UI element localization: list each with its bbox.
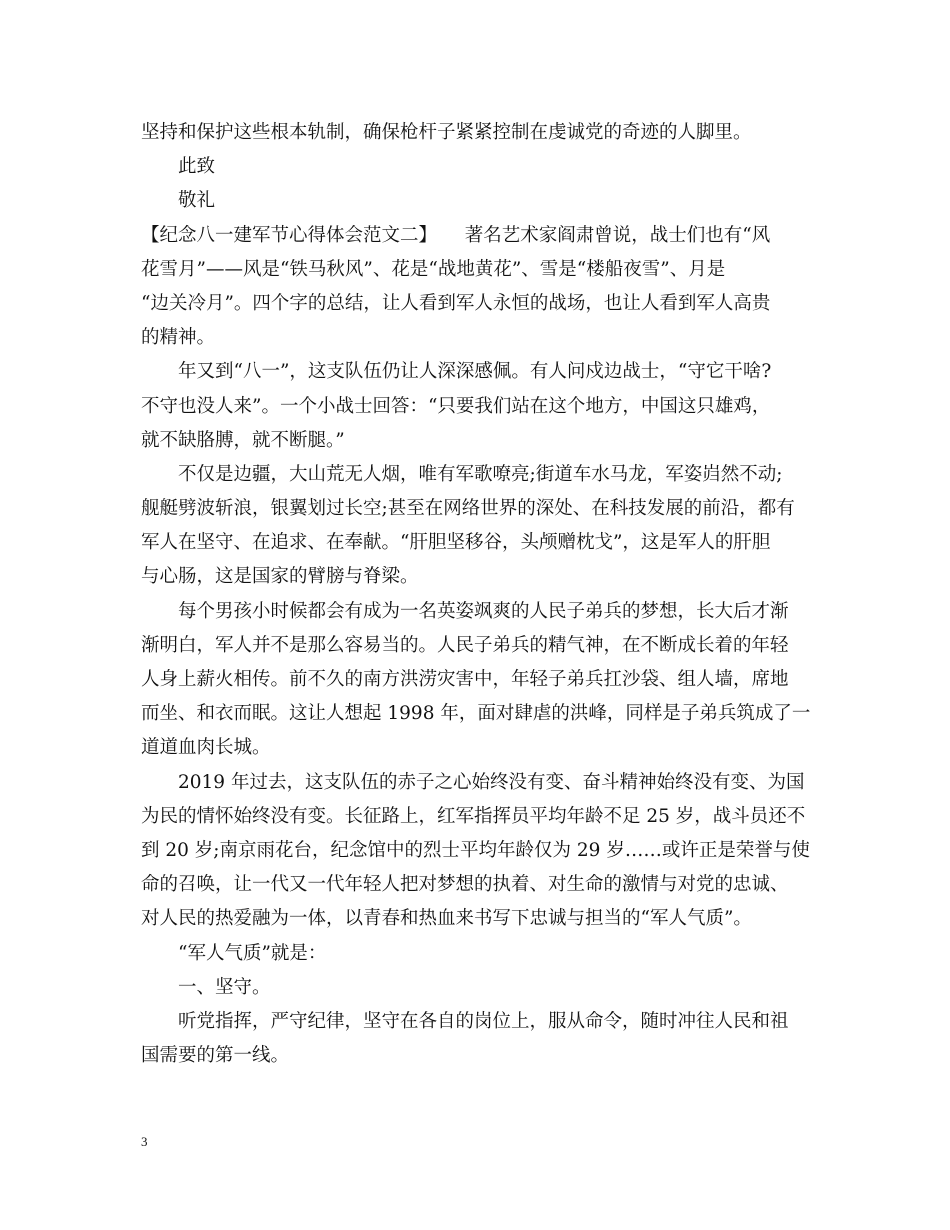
paragraph-start-line: 2019 年过去，这支队伍的赤子之心始终没有变、奋斗精神始终没有变、为国 <box>178 771 805 793</box>
text-line: “边关冷月”。四个字的总结，让人看到军人永恒的战场，也让人看到军人高贵 <box>141 292 771 314</box>
closing-salutation: 此致 <box>178 156 216 178</box>
section-heading-line: 【纪念八一建军节心得体会范文二】 著名艺术家阎肃曾说，战士们也有“风 <box>141 224 771 246</box>
text-line: 舰艇劈波斩浪，银翼划过长空;甚至在网络世界的深处、在科技发展的前沿，都有 <box>141 498 795 520</box>
page-number: 3 <box>141 1134 148 1149</box>
paragraph-start-line: 每个男孩小时候都会有成为一名英姿飒爽的人民子弟兵的梦想，长大后才渐 <box>178 600 789 622</box>
text-line: 与心肠，这是国家的臂膀与脊梁。 <box>141 566 419 588</box>
text-line: 为民的情怀始终没有变。长征路上，红军指挥员平均年龄不足 25 岁，战斗员还不 <box>141 805 806 827</box>
closing-regards: 敬礼 <box>178 190 216 212</box>
text-line: 花雪月”——风是“铁马秋风”、花是“战地黄花”、雪是“楼船夜雪”、月是 <box>141 258 726 280</box>
list-item-heading: 一、坚守。 <box>178 976 271 998</box>
text-line: 不守也没人来”。一个小战士回答：“只要我们站在这个地方，中国这只雄鸡， <box>141 395 771 417</box>
text-line: 而坐、和衣而眠。这让人想起 1998 年，面对肆虐的洪峰，同样是子弟兵筑成了一 <box>141 703 811 725</box>
text-line: 坚持和保护这些根本轨制，确保枪杆子紧紧控制在虔诚党的奇迹的人脚里。 <box>141 122 752 143</box>
text-line: 对人民的热爱融为一体，以青春和热血来书写下忠诚与担当的“军人气质”。 <box>141 908 752 930</box>
text-line: 就不缺胳膊，就不断腿。” <box>141 429 345 451</box>
document-body <box>141 116 813 1073</box>
text-line: 道道血肉长城。 <box>141 737 271 759</box>
text-line: 国需要的第一线。 <box>141 1045 290 1067</box>
paragraph-start-line: “军人气质”就是： <box>178 942 327 964</box>
text-line: 命的召唤，让一代又一代年轻人把对梦想的执着、对生命的激情与对党的忠诚、 <box>141 874 789 896</box>
paragraph-start-line: 不仅是边疆，大山荒无人烟，唯有军歌嘹亮;街道车水马龙，军姿岿然不动; <box>178 463 783 485</box>
text-line: 人身上薪火相传。前不久的南方洪涝灾害中，年轻子弟兵扛沙袋、组人墙，席地 <box>141 669 789 690</box>
text-line: 军人在坚守、在追求、在奉献。“肝胆坚移谷，头颅赠枕戈”，这是军人的肝胆 <box>141 532 771 554</box>
paragraph-start-line: 年又到“八一”，这支队伍仍让人深深感佩。有人问戍边战士，“守它干啥? <box>178 361 772 383</box>
text-line: 到 20 岁;南京雨花台，纪念馆中的烈士平均年龄仅为 29 岁……或许正是荣誉与使 <box>141 839 810 861</box>
text-line: 渐明白，军人并不是那么容易当的。人民子弟兵的精气神，在不断成长着的年轻 <box>141 634 789 656</box>
text-line: 的精神。 <box>141 327 216 349</box>
paragraph-start-line: 听党指挥，严守纪律，坚守在各自的岗位上，服从命令，随时冲往人民和祖 <box>178 1010 789 1032</box>
